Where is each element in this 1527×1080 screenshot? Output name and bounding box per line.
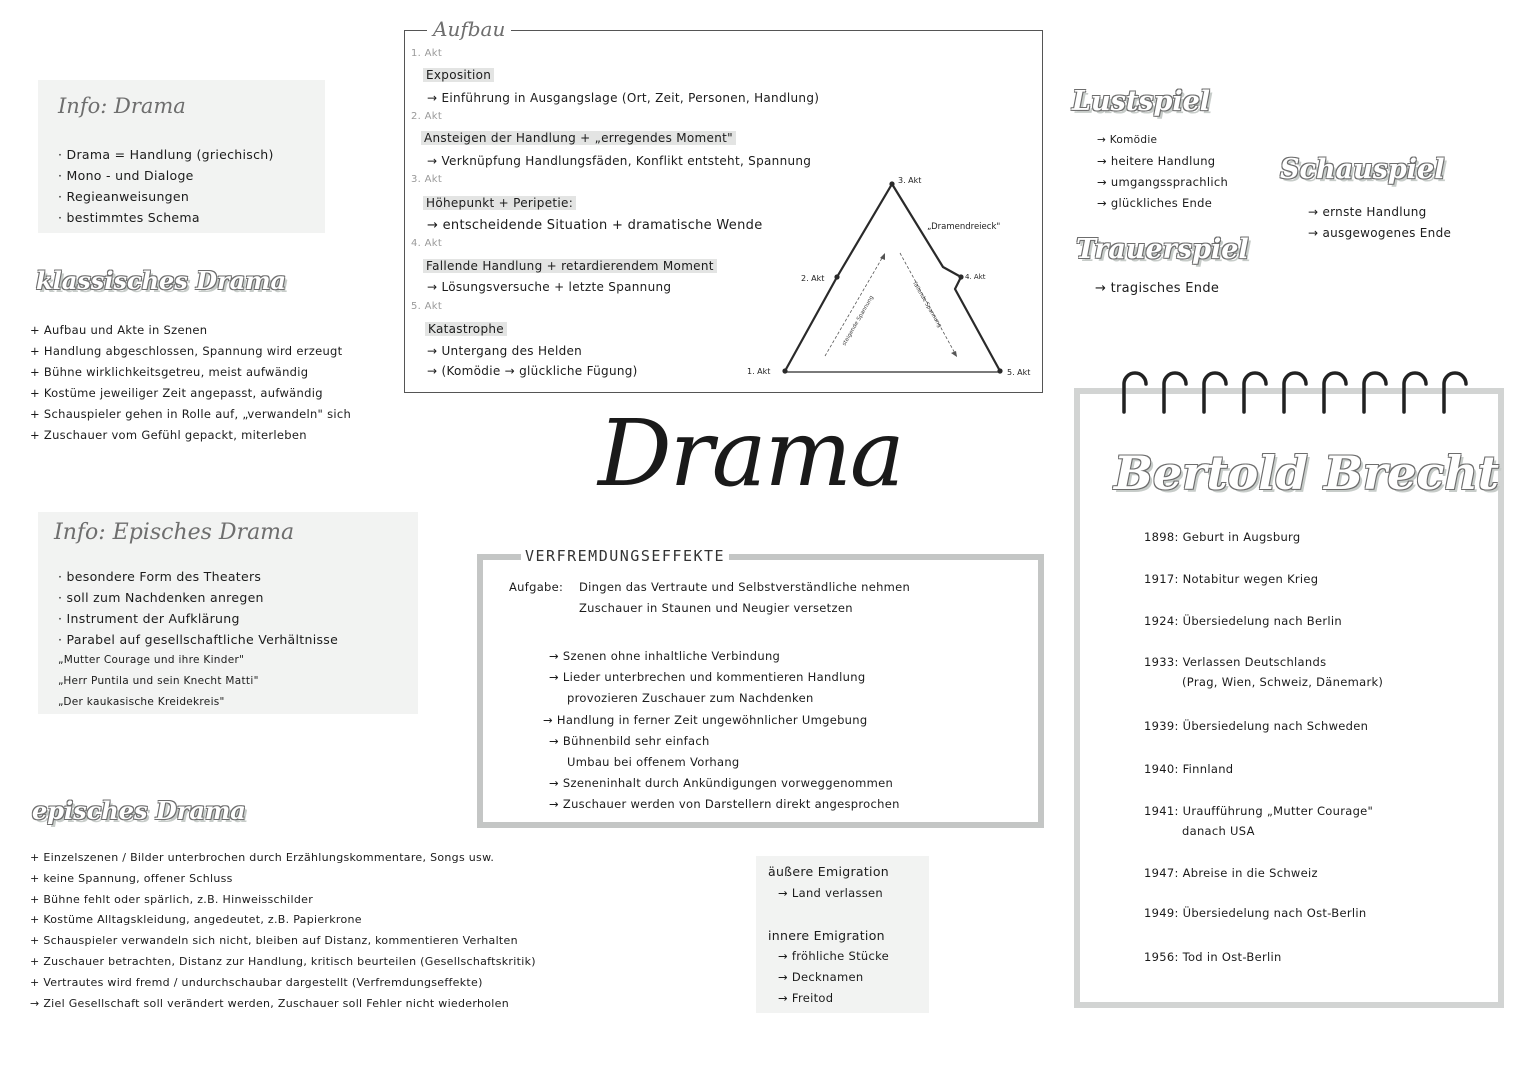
aufbau-box — [404, 17, 1043, 393]
list-item: + keine Spannung, offener Schluss — [30, 871, 233, 885]
point-akt4 — [958, 274, 963, 279]
list-item: → Szenen ohne inhaltliche Verbindung — [549, 649, 781, 663]
list-item: + Bühne wirklichkeitsgetreu, meist aufwändig — [30, 365, 309, 379]
list-item: + Zuschauer vom Gefühl gepackt, miterleben — [30, 428, 307, 442]
lustspiel-heading: Lustspiel — [1072, 86, 1211, 117]
aufgabe-label: Aufgabe: — [509, 580, 564, 594]
falling-arrowhead — [951, 351, 957, 357]
trauerspiel-item: → tragisches Ende — [1095, 281, 1220, 296]
label-akt1: 1. Akt — [747, 367, 771, 376]
point-akt3 — [889, 181, 894, 186]
akt4-text: → Lösungsversuche + letzte Spannung — [427, 280, 672, 294]
list-item: → heitere Handlung — [1097, 154, 1216, 168]
aussere-item: → Land verlassen — [778, 886, 883, 900]
aufgabe-line2: Zuschauer in Staunen und Neugier versetzen — [579, 601, 853, 615]
innere-item: → Freitod — [778, 991, 834, 1005]
aufgabe-line1: Dingen das Vertraute und Selbstverständliche nehmen — [579, 580, 911, 594]
list-item: + Schauspieler gehen in Rolle auf, „verwandeln" sich — [30, 407, 352, 421]
list-item: · Instrument der Aufklärung — [58, 611, 240, 626]
list-item: „Mutter Courage und ihre Kinder" — [58, 654, 245, 666]
akt2-text: → Verknüpfung Handlungsfäden, Konflikt entsteht, Spannung — [427, 154, 812, 168]
akt2-label: 2. Akt — [411, 111, 443, 122]
akt2-title: Ansteigen der Handlung + „erregendes Moment" — [421, 132, 736, 144]
akt3-text: → entscheidende Situation + dramatische Wende — [427, 218, 763, 233]
akt5-text1: → Untergang des Helden — [427, 344, 583, 358]
spiral-ring-icon — [1124, 373, 1466, 412]
akt4-title: Fallende Handlung + retardierendem Moment — [423, 260, 717, 272]
list-item: · Parabel auf gesellschaftliche Verhältnisse — [58, 632, 339, 647]
emigration-box — [756, 856, 929, 1013]
list-item: + Zuschauer betrachten, Distanz zur Handlung, kritisch beurteilen (Gesellschaftskritik) — [30, 954, 536, 968]
list-item: → Komödie — [1097, 134, 1158, 146]
schauspiel-list — [1308, 202, 1451, 244]
list-item: · besondere Form des Theaters — [58, 569, 262, 584]
list-item: + Vertrautes wird fremd / undurchschaubar dargestellt (Verfremdungseffekte) — [30, 975, 483, 989]
timeline-item: 1939: Übersiedelung nach Schweden — [1144, 719, 1369, 733]
timeline-item: 1947: Abreise in die Schweiz — [1144, 866, 1318, 880]
list-item: Umbau bei offenem Vorhang — [567, 755, 740, 770]
label-akt4: 4. Akt — [965, 273, 986, 281]
verfremdung-heading: VERFREMDUNGSEFFEKTE — [521, 549, 729, 564]
list-item: + Kostüme Alltagskleidung, angedeutet, z.B. Papierkrone — [30, 913, 362, 927]
label-akt3: 3. Akt — [898, 176, 922, 185]
notepad-spiral-rings — [1112, 364, 1472, 424]
label-akt5: 5. Akt — [1007, 368, 1031, 377]
episches-heading: episches Drama — [32, 796, 246, 825]
list-item: · Drama = Handlung (griechisch) — [58, 147, 274, 162]
brecht-notepad — [1074, 388, 1504, 1008]
list-item: + Schauspieler verwandeln sich nicht, bleiben auf Distanz, kommentieren Verhalten — [30, 934, 518, 948]
brecht-heading: Bertold Brecht — [1114, 446, 1500, 500]
aufbau-heading: Aufbau — [427, 17, 511, 41]
list-item: · Mono - und Dialoge — [58, 168, 194, 183]
list-item: → glückliches Ende — [1097, 196, 1213, 210]
akt5-title: Katastrophe — [425, 323, 507, 335]
verfremdung-list — [543, 646, 900, 816]
rising-arrowhead — [880, 253, 885, 260]
list-item: · soll zum Nachdenken anregen — [58, 590, 264, 605]
akt1-label: 1. Akt — [411, 48, 443, 59]
list-item: → Zuschauer werden von Darstellern direkt angesprochen — [549, 797, 900, 812]
info-episch-box — [38, 512, 418, 714]
timeline-item: 1940: Finnland — [1144, 762, 1234, 776]
list-item: → Handlung in ferner Zeit ungewöhnlicher Umgebung — [543, 712, 868, 727]
timeline-item: 1956: Tod in Ost-Berlin — [1144, 950, 1282, 964]
akt5-label: 5. Akt — [411, 301, 443, 312]
verfremdung-box — [477, 547, 1044, 828]
list-item: → ausgewogenes Ende — [1308, 226, 1452, 240]
timeline-item: 1949: Übersiedelung nach Ost-Berlin — [1144, 906, 1367, 920]
info-drama-list — [58, 144, 274, 228]
label-falling: fallende Spannung — [911, 281, 943, 329]
list-item: → Bühnenbild sehr einfach — [549, 733, 710, 748]
label-akt2: 2. Akt — [801, 274, 825, 283]
list-item: → Szeneninhalt durch Ankündigungen vorweggenommen — [549, 776, 894, 791]
brecht-timeline — [1144, 532, 1383, 972]
akt1-title: Exposition — [423, 69, 494, 81]
timeline-item: 1917: Notabitur wegen Krieg — [1144, 572, 1319, 586]
timeline-item: 1933: Verlassen Deutschlands — [1144, 655, 1327, 669]
innere-item: → Decknamen — [778, 970, 864, 984]
label-dramendreieck: „Dramendreieck" — [927, 222, 1001, 232]
list-item: → Lieder unterbrechen und kommentieren Handlung — [549, 670, 866, 685]
label-rising: steigende Spannung — [841, 294, 876, 347]
dramendreieck-diagram — [735, 171, 1040, 386]
list-item: + Einzelszenen / Bilder unterbrochen durch Erzählungskommentare, Songs usw. — [30, 851, 495, 864]
akt3-label: 3. Akt — [411, 174, 443, 185]
akt3-title: Höhepunkt + Peripetie: — [423, 197, 576, 209]
point-akt1 — [782, 368, 787, 373]
timeline-item: (Prag, Wien, Schweiz, Dänemark) — [1182, 675, 1384, 689]
info-episch-heading: Info: Episches Drama — [54, 520, 295, 545]
rising-arrow — [825, 253, 885, 356]
point-akt5 — [997, 368, 1002, 373]
info-drama-box — [38, 80, 325, 233]
akt5-text2: → (Komödie → glückliche Fügung) — [427, 364, 638, 378]
list-item: + Aufbau und Akte in Szenen — [30, 323, 208, 337]
list-item: + Handlung abgeschlossen, Spannung wird erzeugt — [30, 344, 343, 358]
point-akt2 — [834, 274, 839, 279]
list-item: → ernste Handlung — [1308, 205, 1427, 219]
aussere-heading: äußere Emigration — [768, 864, 889, 879]
klassisches-heading: klassisches Drama — [36, 266, 287, 295]
klassisches-list — [30, 320, 351, 446]
list-item: → umgangssprachlich — [1097, 175, 1229, 189]
list-item: provozieren Zuschauer zum Nachdenken — [567, 691, 814, 706]
innere-item: → fröhliche Stücke — [778, 949, 890, 963]
info-drama-heading: Info: Drama — [58, 94, 186, 118]
list-item: · Regieanweisungen — [58, 189, 190, 204]
list-item: · bestimmtes Schema — [58, 210, 200, 225]
akt1-text: → Einführung in Ausgangslage (Ort, Zeit, Personen, Handlung) — [427, 91, 820, 105]
innere-heading: innere Emigration — [768, 928, 885, 943]
timeline-item: 1941: Uraufführung „Mutter Courage" — [1144, 804, 1374, 818]
page-title: Drama — [598, 400, 903, 507]
lustspiel-list — [1097, 130, 1228, 214]
list-item: „Herr Puntila und sein Knecht Matti" — [58, 675, 259, 687]
info-episch-list — [58, 566, 338, 713]
list-item: + Bühne fehlt oder spärlich, z.B. Hinweisschilder — [30, 892, 314, 906]
episches-list — [30, 848, 536, 1014]
list-item: „Der kaukasische Kreidekreis" — [58, 696, 225, 708]
trauerspiel-heading: Trauerspiel — [1076, 234, 1249, 265]
list-item: → Ziel Gesellschaft soll verändert werden, Zuschauer soll Fehler nicht wiederholen — [30, 996, 509, 1010]
schauspiel-heading: Schauspiel — [1280, 154, 1445, 185]
timeline-item: 1924: Übersiedelung nach Berlin — [1144, 614, 1342, 628]
akt4-label: 4. Akt — [411, 238, 443, 249]
timeline-item: 1898: Geburt in Augsburg — [1144, 530, 1301, 544]
timeline-item: danach USA — [1182, 824, 1255, 838]
list-item: + Kostüme jeweiliger Zeit angepasst, aufwändig — [30, 386, 323, 400]
